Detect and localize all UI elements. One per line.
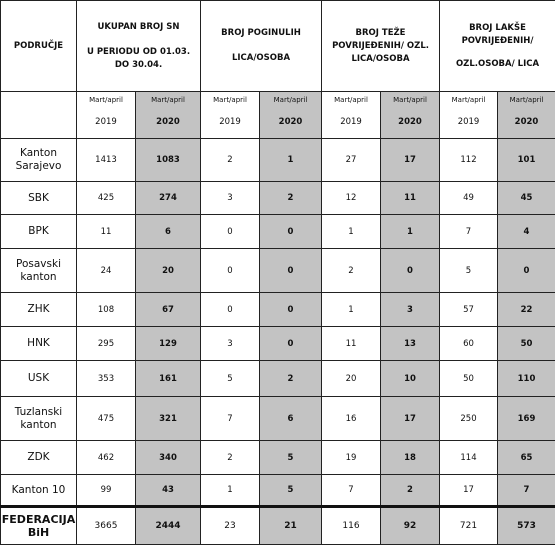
value-cell: 0 [201,249,260,293]
value-cell: 6 [136,215,201,249]
region-cell: ZHK [1,293,77,327]
value-cell: 99 [77,475,136,507]
value-cell: 721 [440,507,498,545]
value-cell: 0 [381,249,440,293]
value-cell: 20 [322,361,381,397]
value-cell: 7 [201,397,260,441]
value-cell: 4 [498,215,555,249]
value-cell: 10 [381,361,440,397]
value-cell: 20 [136,249,201,293]
region-cell: USK [1,361,77,397]
value-cell: 5 [201,361,260,397]
value-cell: 353 [77,361,136,397]
value-cell: 2444 [136,507,201,545]
table-row [1,139,555,182]
value-cell: 23 [201,507,260,545]
value-cell: 116 [322,507,381,545]
value-cell: 250 [440,397,498,441]
value-cell: 27 [322,139,381,182]
value-cell: 2 [201,441,260,475]
value-cell: 274 [136,182,201,215]
value-cell: 0 [260,249,322,293]
period-row [1,92,555,139]
table-row [1,441,555,475]
value-cell: 0 [201,215,260,249]
value-cell: 2 [260,361,322,397]
killed-header: BROJ POGINULIH LICA/OSOBA [201,1,322,92]
value-cell: 24 [77,249,136,293]
region-cell: Posavski kanton [1,249,77,293]
value-cell: 2 [381,475,440,507]
value-cell: 7 [440,215,498,249]
region-cell: BPK [1,215,77,249]
value-cell: 6 [260,397,322,441]
value-cell: 1 [381,215,440,249]
period-cell: Mart/april 2019 [201,92,260,139]
value-cell: 2 [322,249,381,293]
lightly-injured-header: BROJ LAKŠE POVRIJEĐENIH/ OZL.OSOBA/ LICA [440,1,555,92]
region-cell: ZDK [1,441,77,475]
value-cell: 67 [136,293,201,327]
table-row [1,475,555,507]
value-cell: 49 [440,182,498,215]
value-cell: 50 [498,327,555,361]
total-row [1,507,555,545]
value-cell: 11 [322,327,381,361]
table-row [1,249,555,293]
severely-injured-header: BROJ TEŽE POVRIJEĐENIH/ OZL. LICA/OSOBA [322,1,440,92]
value-cell: 17 [440,475,498,507]
value-cell: 169 [498,397,555,441]
value-cell: 60 [440,327,498,361]
value-cell: 11 [381,182,440,215]
table-row [1,361,555,397]
value-cell: 1 [322,293,381,327]
value-cell: 21 [260,507,322,545]
table-row [1,293,555,327]
value-cell: 1413 [77,139,136,182]
value-cell: 108 [77,293,136,327]
value-cell: 19 [322,441,381,475]
value-cell: 161 [136,361,201,397]
value-cell: 321 [136,397,201,441]
value-cell: 17 [381,139,440,182]
value-cell: 13 [381,327,440,361]
value-cell: 17 [381,397,440,441]
value-cell: 3 [201,182,260,215]
value-cell: 45 [498,182,555,215]
region-header: PODRUČJE [1,1,77,92]
value-cell: 7 [322,475,381,507]
region-cell: HNK [1,327,77,361]
value-cell: 5 [260,475,322,507]
value-cell: 425 [77,182,136,215]
value-cell: 16 [322,397,381,441]
value-cell: 2 [260,182,322,215]
value-cell: 50 [440,361,498,397]
value-cell: 1083 [136,139,201,182]
value-cell: 1 [201,475,260,507]
region-cell: Kanton 10 [1,475,77,507]
period-cell: Mart/april 2020 [381,92,440,139]
value-cell: 43 [136,475,201,507]
value-cell: 92 [381,507,440,545]
value-cell: 5 [440,249,498,293]
value-cell: 65 [498,441,555,475]
value-cell: 1 [260,139,322,182]
region-cell: FEDERACIJA BiH [1,507,77,545]
value-cell: 295 [77,327,136,361]
value-cell: 57 [440,293,498,327]
value-cell: 462 [77,441,136,475]
period-cell: Mart/april 2019 [77,92,136,139]
table-row [1,327,555,361]
table-row [1,182,555,215]
period-cell: Mart/april 2020 [498,92,555,139]
total-accidents-header: UKUPAN BROJ SN U PERIODU OD 01.03. DO 30.04. [77,1,201,92]
value-cell: 110 [498,361,555,397]
value-cell: 340 [136,441,201,475]
value-cell: 0 [260,293,322,327]
period-cell: Mart/april 2019 [322,92,381,139]
period-cell: Mart/april 2020 [136,92,201,139]
value-cell: 0 [260,215,322,249]
value-cell: 3 [381,293,440,327]
value-cell: 11 [77,215,136,249]
period-cell: Mart/april 2019 [440,92,498,139]
value-cell: 573 [498,507,555,545]
period-cell: Mart/april 2020 [260,92,322,139]
value-cell: 7 [498,475,555,507]
table-row [1,215,555,249]
value-cell: 112 [440,139,498,182]
region-cell: SBK [1,182,77,215]
value-cell: 12 [322,182,381,215]
value-cell: 129 [136,327,201,361]
value-cell: 0 [498,249,555,293]
value-cell: 0 [260,327,322,361]
value-cell: 3665 [77,507,136,545]
value-cell: 5 [260,441,322,475]
empty-cell [1,92,77,139]
value-cell: 0 [201,293,260,327]
value-cell: 3 [201,327,260,361]
value-cell: 22 [498,293,555,327]
value-cell: 2 [201,139,260,182]
value-cell: 1 [322,215,381,249]
region-cell: Tuzlanski kanton [1,397,77,441]
value-cell: 18 [381,441,440,475]
table-row [1,397,555,441]
value-cell: 475 [77,397,136,441]
value-cell: 114 [440,441,498,475]
value-cell: 101 [498,139,555,182]
region-cell: Kanton Sarajevo [1,139,77,182]
